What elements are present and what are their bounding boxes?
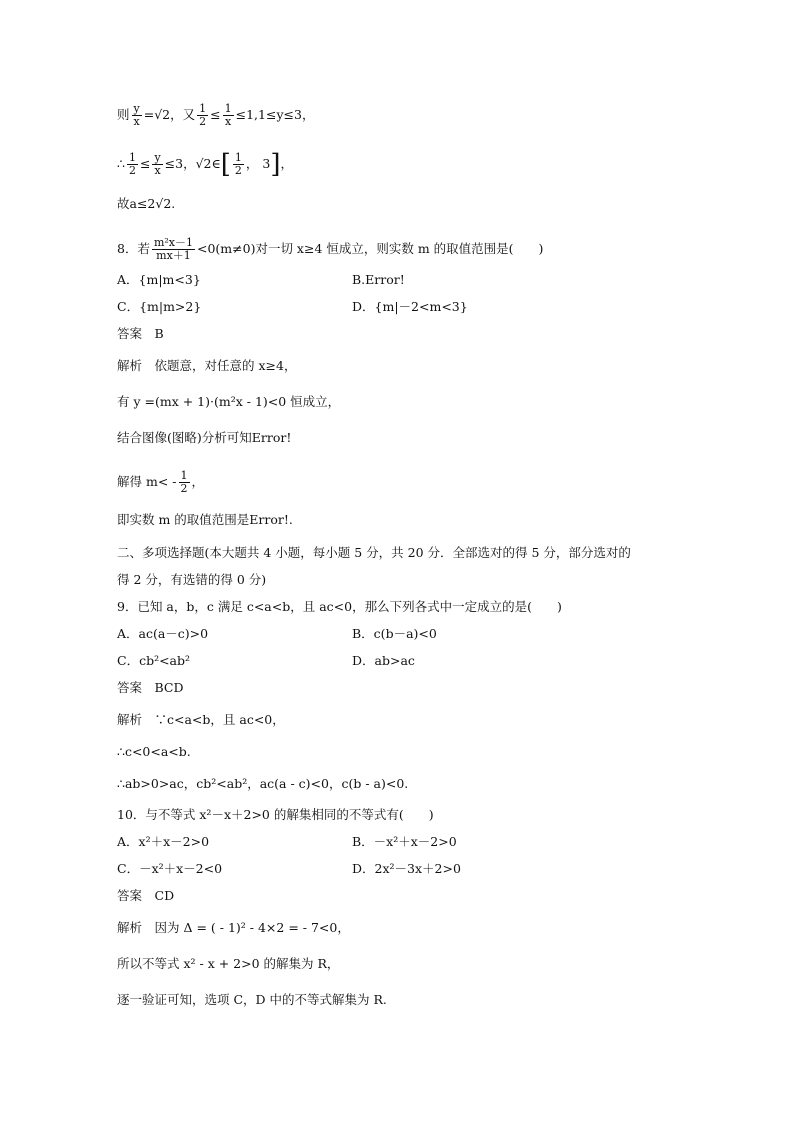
q10-option-a: A．x²＋x－2>0	[117, 834, 210, 849]
text: ≤	[210, 107, 221, 122]
text: ，	[191, 474, 205, 489]
q10-solution-2: 所以不等式 x² - x + 2>0 的解集为 R，	[117, 956, 340, 971]
q9-option-d: D．ab>ac	[352, 653, 415, 668]
fraction: $\frac{1}{2}$	[180, 469, 188, 495]
q9-option-a: A．ac(a－c)>0	[117, 626, 209, 641]
text: 则	[117, 107, 130, 122]
q8-solution-5: 即实数 m 的取值范围是Error!.	[117, 512, 293, 527]
q10-answer: 答案 CD	[117, 888, 175, 903]
text: ≤	[139, 156, 151, 171]
q8-option-a: A．{m|m<3}	[117, 272, 201, 287]
text: ， 3	[245, 156, 271, 171]
section-2-heading-cont: 得 2 分，有选错的得 0 分)	[117, 572, 267, 587]
fraction: $\frac{1}{2}$	[199, 102, 207, 128]
fraction: $\frac{1}{x}$	[224, 102, 232, 128]
q8-solution-1: 解析 依题意，对任意的 x≥4，	[117, 358, 297, 373]
solution-line-1	[117, 103, 684, 128]
text: ≤1,1≤y≤3，	[235, 107, 315, 122]
section-2-heading: 二、多项选择题(本大题共 4 小题，每小题 5 分，共 20 分．全部选对的得 5 分，部分选对的	[117, 545, 631, 560]
q8-answer: 答案 B	[117, 326, 164, 341]
text: =√2，又	[143, 107, 196, 122]
q10-solution-3: 逐一验证可知，选项 C，D 中的不等式解集为 R.	[117, 992, 387, 1007]
q9-option-c: C．cb²<ab²	[117, 653, 191, 668]
q9-solution-3: ∴ab>0>ac，cb²<ab²，ac(a - c)<0，c(b - a)<0.	[117, 776, 409, 791]
q8-option-b: B.Error!	[352, 272, 405, 287]
fraction: $\frac{1}{2}$	[234, 151, 242, 177]
text: ≤3，√2∈	[164, 156, 221, 171]
q9-answer: 答案 BCD	[117, 680, 184, 695]
fraction: $\frac{1}{2}$	[128, 151, 136, 177]
q10-option-b: B．－x²＋x－2>0	[352, 834, 457, 849]
q9-solution-1: 解析 ∵c<a<b，且 ac<0，	[117, 712, 285, 727]
right-bracket: ]	[270, 149, 281, 180]
q10-option-c: C．－x²＋x－2<0	[117, 861, 223, 876]
q9-solution-2: ∴c<0<a<b.	[117, 744, 191, 759]
text: 解得 m< -	[117, 474, 177, 489]
fraction: $\frac{y}{x}$	[154, 151, 161, 177]
text: ，	[280, 156, 294, 171]
question-8	[117, 237, 684, 262]
solution-line-2	[117, 149, 684, 180]
q9-option-b: B．c(b－a)<0	[352, 626, 437, 641]
fraction: $\frac{\text{m²x－1}}{mx+1}$	[153, 236, 193, 262]
q8-solution-3: 结合图像(图略)分析可知Error!	[117, 430, 292, 445]
text: ∴	[117, 156, 125, 171]
q8-option-c: C．{m|m>2}	[117, 299, 202, 314]
question-9: 9．已知 a，b，c 满足 c<a<b，且 ac<0，那么下列各式中一定成立的是( )	[117, 599, 562, 614]
q8-option-d: D．{m|－2<m<3}	[352, 299, 468, 314]
q8-solution-4	[117, 470, 684, 495]
text: 8．若	[117, 241, 150, 256]
text: <0(m≠0)对一切 x≥4 恒成立，则实数 m 的取值范围是( )	[197, 241, 544, 256]
q10-solution-1: 解析 因为 Δ = ( - 1)² - 4×2 = - 7<0，	[117, 920, 350, 935]
left-bracket: [	[220, 149, 231, 180]
question-10: 10．与不等式 x²－x＋2>0 的解集相同的不等式有( )	[117, 807, 434, 822]
q10-option-d: D．2x²－3x＋2>0	[352, 861, 461, 876]
solution-line-3: 故a≤2√2.	[117, 196, 176, 211]
q8-solution-2: 有 y =(mx + 1)·(m²x - 1)<0 恒成立，	[117, 394, 341, 409]
fraction: $\frac{y}{x}$	[133, 102, 140, 128]
